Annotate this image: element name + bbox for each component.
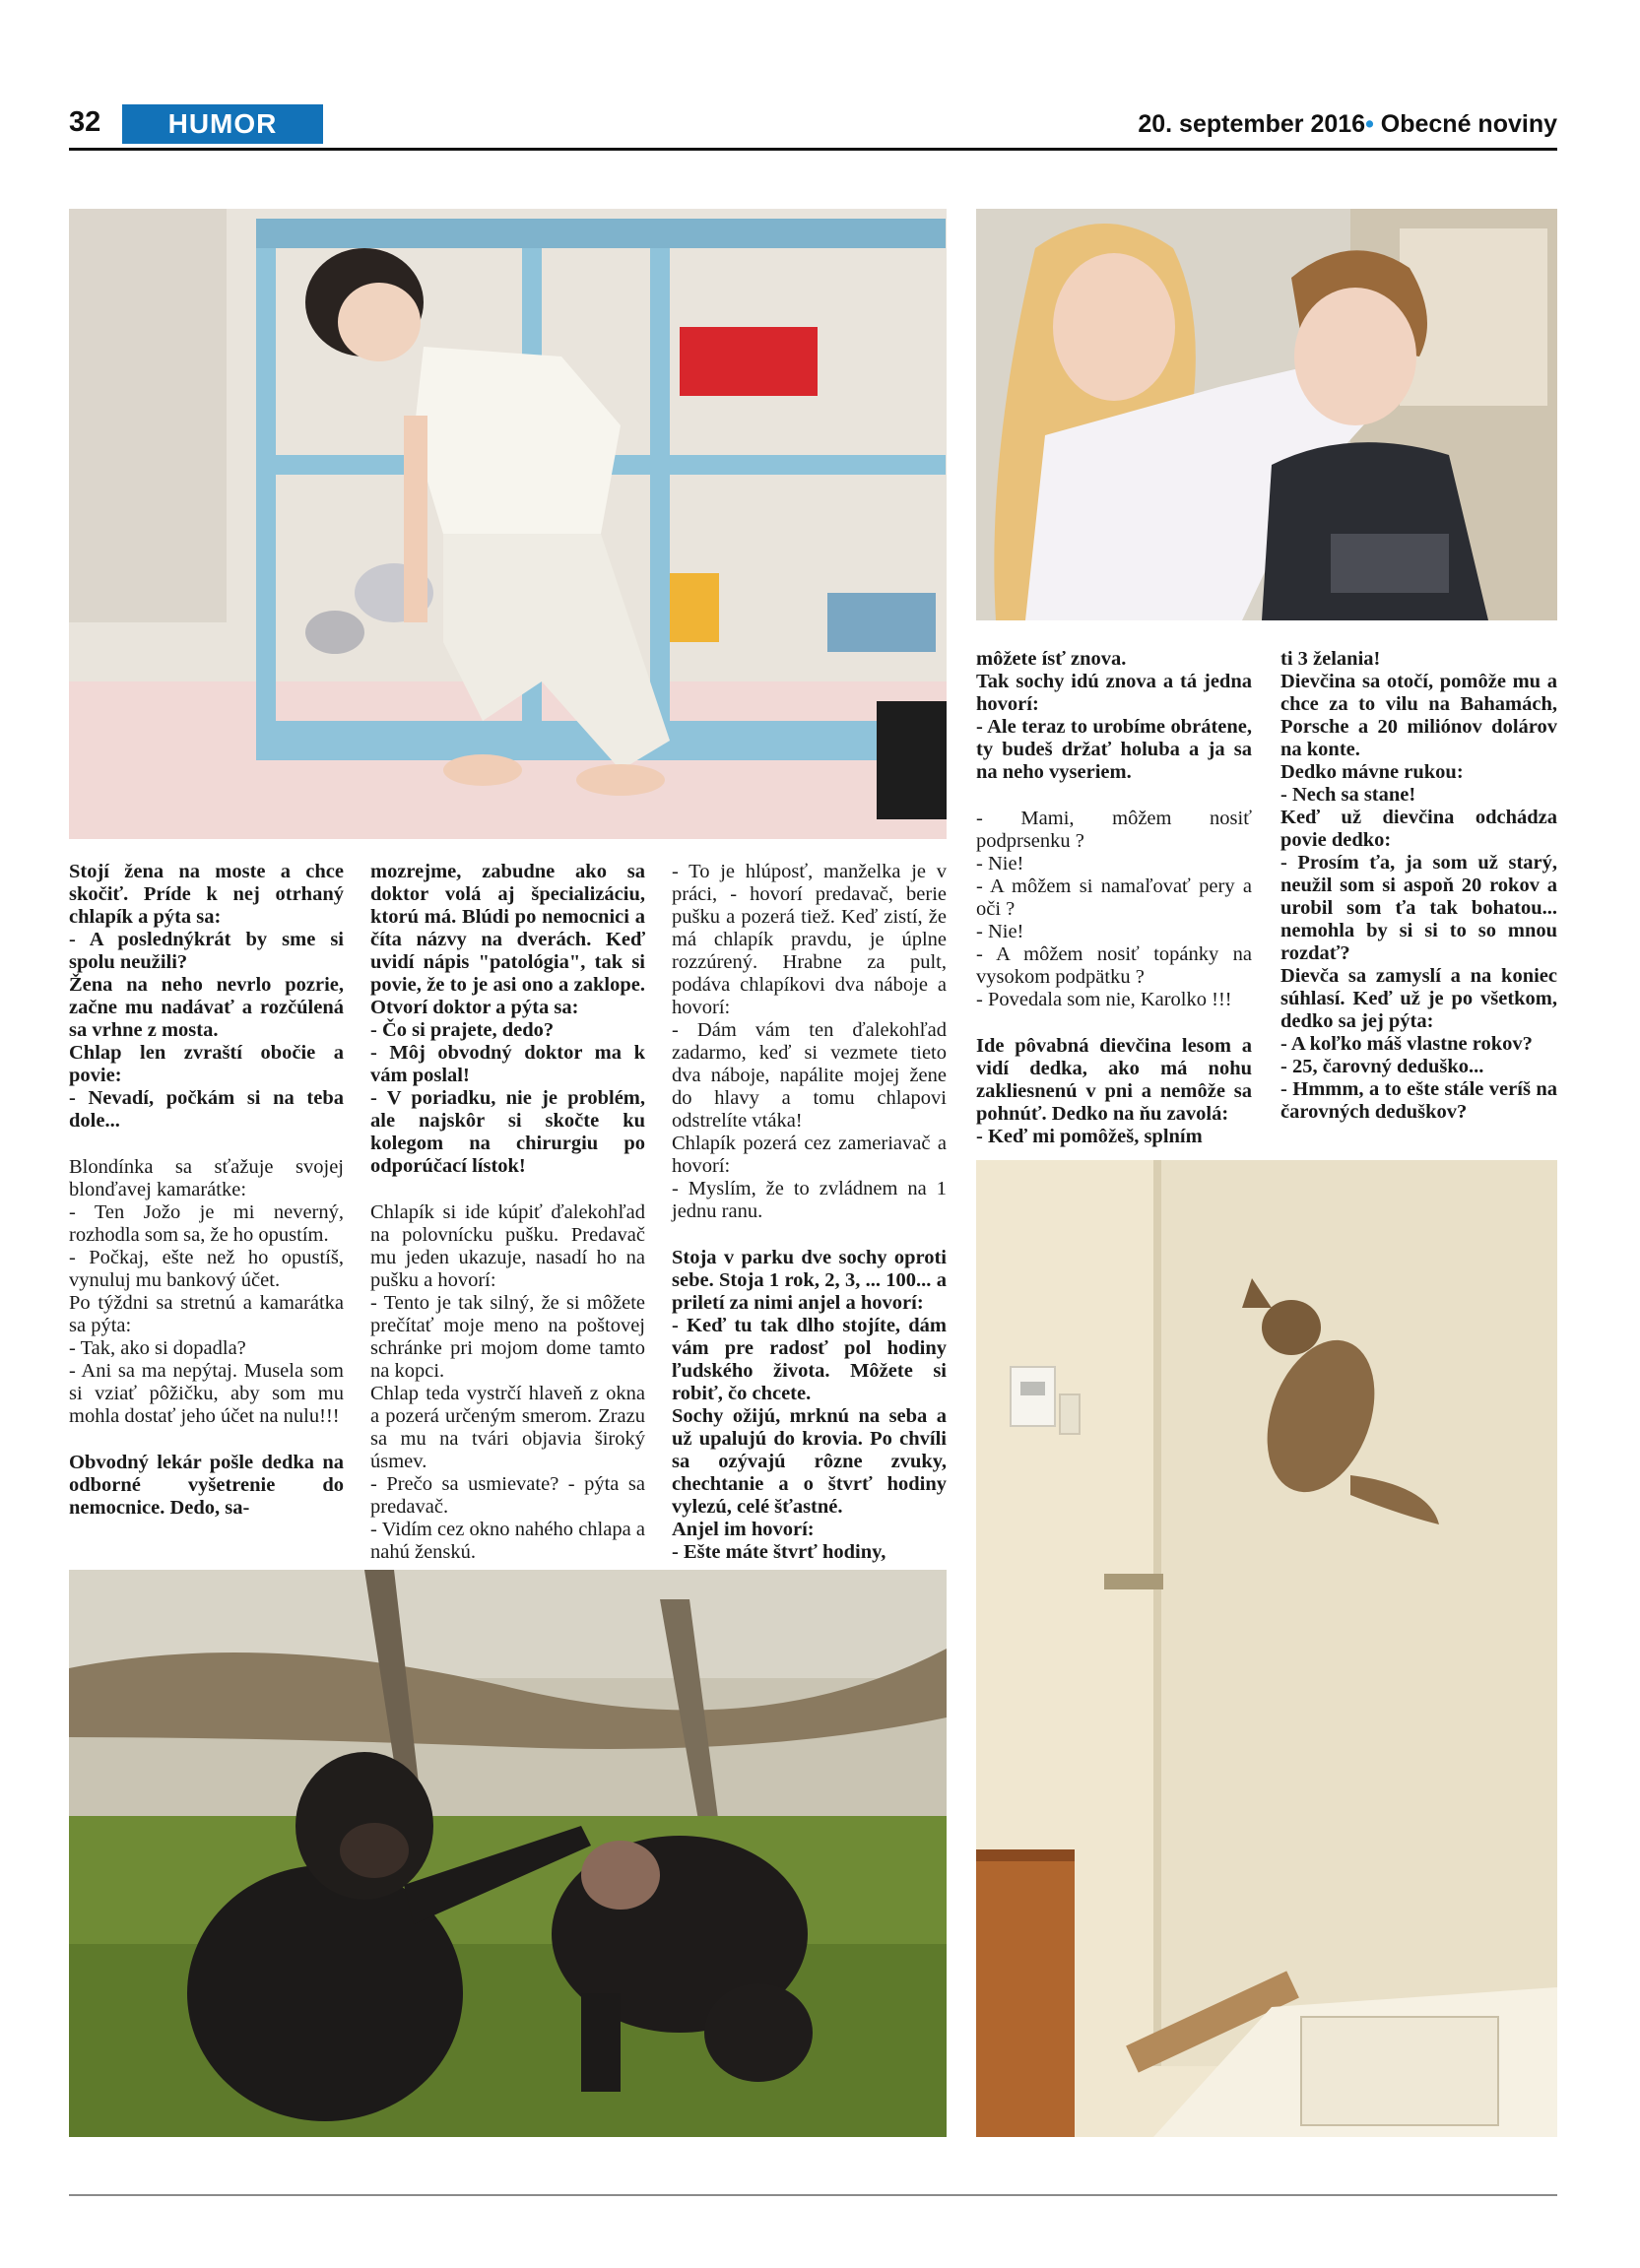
photo-cat-jumping-at-door (976, 1160, 1557, 2137)
page-header (69, 102, 1557, 148)
article-column-1 (69, 861, 344, 1520)
section-label: HUMOR (122, 104, 323, 144)
article-column-4 (976, 648, 1252, 1148)
header-rule (69, 148, 1557, 151)
article-column-5 (1280, 648, 1557, 1124)
joke-paragraph: - To je hlúposť, manželka je v práci, - hovorí predavač, berie pušku a pozerá tiež. Keď zistí, že má chlapík pravdu, je úplne rozzúrený. Hrabne za pult, podáva chlapíkovi dva náboje a hovorí: - Dám vám ten ďalekohľad zadarmo, keď si vezmete tieto dva náboje, napálite mojej žene do hlavy a tomu chlapovi odstrelíte vtáka! Chlapík pozerá cez zameriavač a hovorí: - Myslím, že to zvládnem na 1 jednu ranu. (672, 861, 947, 1222)
joke-paragraph: Chlapík si ide kúpiť ďalekohľad na polovnícku pušku. Predavač mu jeden ukazuje, nasadí ho na pušku a hovorí: - Tento je tak silný, že si môžete prečítať moje meno na poštovej schránke pri mojom dome tamto na kopci. Chlap teda vystrčí hlaveň z okna a pozerá určeným smerom. Zrazu sa mu na tvári objavia široký úsmev. - Prečo sa usmievate? - pýta sa predavač. - Vidím cez okno nahého chlapa a nahú ženskú. (370, 1201, 645, 1563)
page-number: 32 (69, 106, 101, 138)
separator-dot: • (1365, 110, 1374, 138)
article-column-3 (672, 861, 947, 1564)
joke-paragraph: Ide pôvabná dievčina lesom a vidí dedka, ako má nohu zakliesnenú v pni a nemôže sa pohnúť. Dedko na ňu zavolá: - Keď mi pomôžeš, splním (976, 1035, 1252, 1147)
publication-name: Obecné noviny (1380, 110, 1557, 138)
joke-paragraph: ti 3 želania! Dievčina sa otočí, pomôže mu a chce za to vilu na Bahamách, Porsche a 20 miliónov dolárov na konte. Dedko mávne rukou: - Nech sa stane! Keď už dievčina odchádza povie dedko: - Prosím ťa, ja som už starý, neužil som si aspoň 20 rokov a urobil som ťa tak bohatou... nemohla by si si to so mnou rozdať? Dievča sa zamyslí a na koniec súhlasí. Keď už je po všetkom, dedko sa jej pýta: - A koľko máš vlastne rokov? - 25, čarovný deduško... - Hmmm, a to ešte stále veríš na čarovných deduškov? (1280, 648, 1557, 1123)
joke-paragraph: - Mami, môžem nosiť podprsenku ? - Nie! - A môžem si namaľovať pery a oči ? - Nie! - A môžem nosiť topánky na vysokom podpätku ? - Povedala som nie, Karolko !!! (976, 808, 1252, 1010)
article-column-2 (370, 861, 645, 1564)
issue-date: 20. september 2016 (1138, 110, 1366, 138)
joke-paragraph: Stoja v parku dve sochy oproti sebe. Stoja 1 rok, 2, 3, ... 100... a priletí za nimi anjel a hovorí: - Keď tu tak dlho stojíte, dám vám pre radosť pol hodiny ľudského života. Môžete si robiť, čo chcete. Sochy ožijú, mrknú na seba a už upalujú do krovia. Po chvíli sa ozývajú rôzne zvuky, chechtanie a o štvrť hodiny vylezú, celé šťastné. Anjel im hovorí: - Ešte máte štvrť hodiny, (672, 1247, 947, 1563)
joke-paragraph: Obvodný lekár pošle dedka na odborné vyšetrenie do nemocnice. Dedo, sa- (69, 1452, 344, 1519)
joke-paragraph: mozrejme, zabudne ako sa doktor volá aj špecializáciu, ktorú má. Blúdi po nemocnici a číta názvy na dverách. Keď uvidí nápis "patológia", tak si povie, že to je asi ono a zaklope. Otvorí doktor a pýta sa: - Čo si prajete, dedo? - Môj obvodný doktor ma k vám poslal! - V poriadku, nie je problém, ale najskôr si skočte ku kolegom na chirurgiu po odporúčací lístok! (370, 861, 645, 1177)
joke-paragraph: Stojí žena na moste a chce skočiť. Príde k nej otrhaný chlapík a pýta sa: - A poslednýkrát by sme si spolu neužili? Žena na neho nevrlo pozrie, začne mu nadávať a rozčúlená sa vrhne z mosta. Chlap len zvraští obočie a povie: - Nevadí, počkám si na teba dole... (69, 861, 344, 1132)
photo-child-asleep-on-shelf (69, 209, 947, 839)
photo-woman-and-boy (976, 209, 1557, 620)
photo-two-chimpanzees (69, 1570, 947, 2137)
joke-paragraph: Blondínka sa sťažuje svojej blonďavej kamarátke: - Ten Jožo je mi neverný, rozhodla som sa, že ho opustím. - Počkaj, ešte než ho opustíš, vynuluj mu bankový účet. Po týždni sa stretnú a kamarátka sa pýta: - Tak, ako si dopadla? - Ani sa ma nepýtaj. Musela som si vziať pôžičku, aby som mu mohla dostať jeho účet na nulu!!! (69, 1156, 344, 1427)
footer-rule (69, 2194, 1557, 2196)
joke-paragraph: môžete ísť znova. Tak sochy idú znova a tá jedna hovorí: - Ale teraz to urobíme obrátene, ty budeš držať holuba a ja sa na neho vyseriem. (976, 648, 1252, 783)
issue-dateline (1138, 110, 1557, 139)
